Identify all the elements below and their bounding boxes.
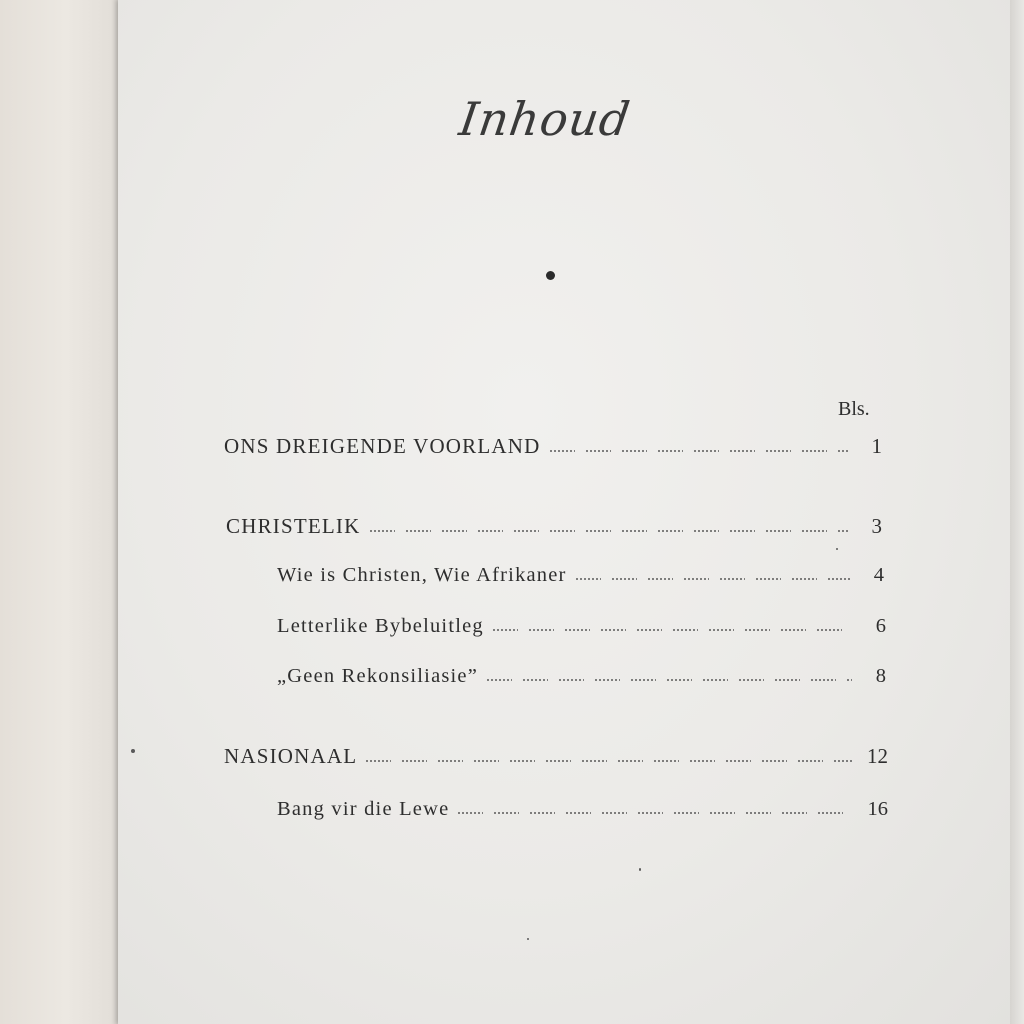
ornament-dot (546, 271, 555, 280)
leader-dots (486, 679, 852, 681)
paper-speck (131, 749, 135, 753)
leader-dots (549, 450, 848, 452)
contents-title: Inhoud (456, 92, 634, 146)
toc-subentry[interactable] (277, 615, 886, 638)
toc-entry-label: Bang vir die Lewe (277, 798, 450, 820)
leader-dots (369, 530, 849, 532)
toc-entry[interactable] (226, 514, 882, 539)
facing-page (0, 0, 120, 1024)
toc-subentry[interactable] (277, 665, 886, 688)
leader-dots (575, 578, 850, 580)
toc-entry[interactable] (224, 434, 882, 459)
toc-entry-label: ONS DREIGENDE VOORLAND (224, 434, 541, 458)
toc-entry[interactable] (224, 744, 888, 769)
toc-entry-label: Wie is Christen, Wie Afrikaner (277, 564, 567, 586)
toc-entry-label: Letterlike Bybeluitleg (277, 615, 484, 637)
contents-page (118, 0, 1018, 1024)
toc-entry-page: 4 (873, 564, 884, 586)
page-edge (1010, 0, 1024, 1024)
leader-dots (492, 629, 852, 631)
toc-entry-page: 16 (867, 798, 888, 820)
toc-entry-page: 12 (867, 744, 888, 768)
paper-speck (639, 868, 641, 871)
toc-entry-page: 6 (875, 615, 886, 637)
toc-entry-label: CHRISTELIK (226, 514, 361, 538)
toc-entry-page: 3 (871, 514, 882, 538)
toc-entry-label: NASIONAAL (224, 744, 358, 768)
leader-dots (365, 760, 854, 762)
paper-speck (527, 938, 529, 940)
toc-subentry[interactable] (277, 798, 888, 821)
toc-entry-page: 8 (875, 665, 886, 687)
page-column-header: Bls. (838, 398, 870, 420)
toc-entry-page: 1 (871, 434, 882, 458)
toc-entry-label: „Geen Rekonsiliasie” (277, 665, 479, 687)
paper-speck (836, 548, 838, 550)
leader-dots (457, 812, 854, 814)
toc-subentry[interactable] (277, 564, 884, 587)
